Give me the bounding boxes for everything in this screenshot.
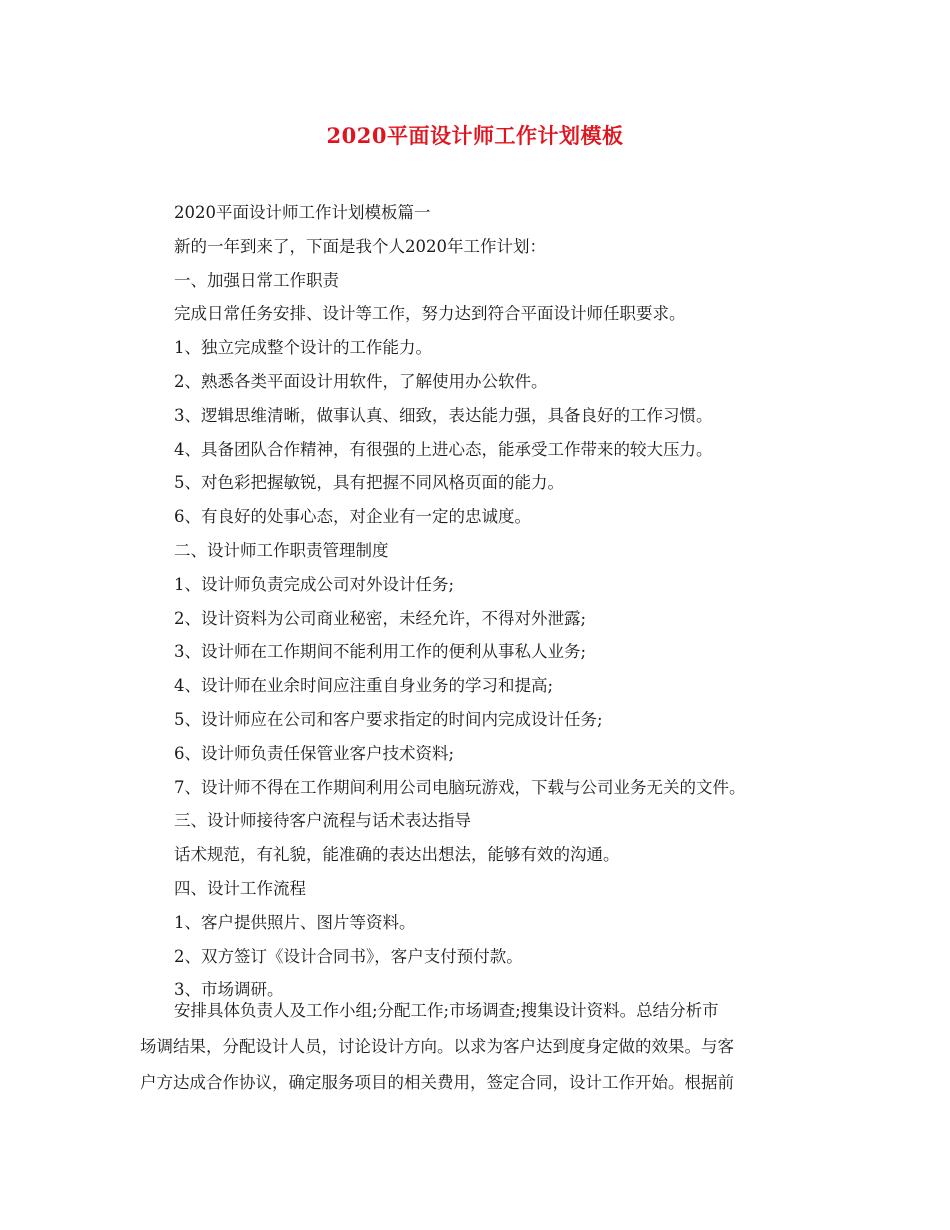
document-body [174, 196, 874, 1007]
section-heading: 三、设计师接待客户流程与话术表达指导 [174, 811, 471, 831]
list-item: 3、市场调研。 [174, 980, 284, 1000]
section-heading: 二、设计师工作职责管理制度 [174, 540, 389, 560]
list-item: 4、具备团队合作精神，有很强的上进心态，能承受工作带来的较大压力。 [174, 439, 713, 459]
list-item: 3、设计师在工作期间不能利用工作的便利从事私人业务; [174, 642, 587, 662]
list-item: 2、熟悉各类平面设计用软件，了解使用办公软件。 [174, 371, 548, 391]
section-heading: 四、设计工作流程 [174, 878, 306, 898]
section-heading: 一、加强日常工作职责 [174, 270, 339, 290]
paragraph-line: 场调结果，分配设计人员，讨论设计方向。以求为客户达到度身定做的效果。与客 [140, 1037, 734, 1056]
list-item: 1、设计师负责完成公司对外设计任务; [174, 574, 455, 594]
body-line: 完成日常任务安排、设计等工作，努力达到符合平面设计师任职要求。 [174, 304, 686, 324]
body-paragraph [140, 993, 820, 1101]
list-item: 2、双方签订《设计合同书》，客户支付预付款。 [174, 946, 523, 966]
list-item: 2、设计资料为公司商业秘密，未经允许，不得对外泄露; [174, 608, 587, 628]
paragraph-line: 户方达成合作协议，确定服务项目的相关费用，签定合同，设计工作开始。根据前 [140, 1073, 734, 1092]
body-line: 2020平面设计师工作计划模板篇一 [174, 203, 431, 222]
list-item: 1、独立完成整个设计的工作能力。 [174, 338, 432, 358]
list-item: 3、逻辑思维清晰，做事认真、细致，表达能力强，具备良好的工作习惯。 [174, 405, 713, 425]
paragraph-line: 安排具体负责人及工作小组;分配工作;市场调查;搜集设计资料。总结分析市 [174, 1001, 719, 1020]
list-item: 1、客户提供照片、图片等资料。 [174, 912, 416, 932]
list-item: 6、设计师负责任保管业客户技术资料; [174, 743, 455, 763]
body-line: 话术规范，有礼貌，能准确的表达出想法，能够有效的沟通。 [174, 845, 620, 865]
list-item: 6、有良好的处事心态，对企业有一定的忠诚度。 [174, 507, 531, 527]
list-item: 7、设计师不得在工作期间利用公司电脑玩游戏，下载与公司业务无关的文件。 [174, 777, 746, 797]
body-line: 新的一年到来了，下面是我个人2020年工作计划： [174, 236, 546, 256]
list-item: 4、设计师在业余时间应注重自身业务的学习和提高; [174, 676, 554, 696]
document-title: 2020平面设计师工作计划模板 [326, 123, 624, 148]
list-item: 5、设计师应在公司和客户要求指定的时间内完成设计任务; [174, 709, 603, 729]
list-item: 5、对色彩把握敏锐，具有把握不同风格页面的能力。 [174, 473, 564, 493]
